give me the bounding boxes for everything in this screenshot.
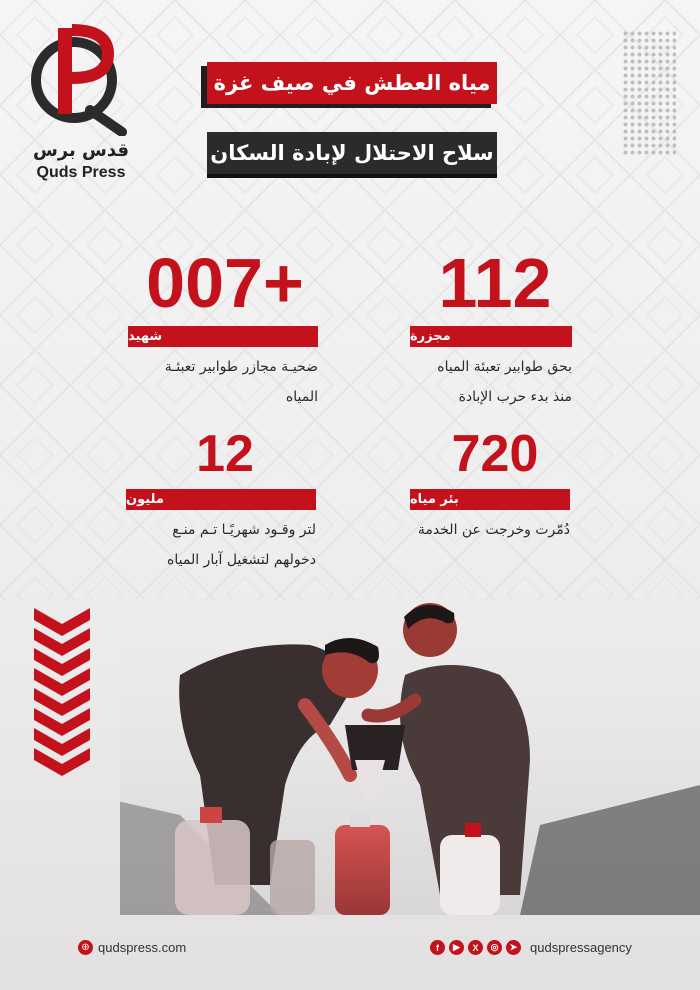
social-links — [430, 940, 632, 955]
stat-martyrs-number-text: +700 — [146, 244, 304, 322]
title-line-2: سلاح الاحتلال لإبادة السكان — [210, 141, 494, 165]
brand-logo — [22, 24, 130, 181]
quds-press-logo-icon — [30, 24, 130, 136]
stat-martyrs-desc-2: المياه — [285, 389, 318, 405]
brand-name-arabic: قدس برس — [32, 140, 130, 161]
stat-fuel-number: 12 — [196, 425, 254, 483]
instagram-icon[interactable]: ◎ — [487, 940, 502, 955]
brand-name-english: Quds Press — [36, 164, 126, 181]
social-handle[interactable]: qudspressagency — [530, 940, 632, 955]
stat-massacres-desc-2: منذ بدء حرب الإبادة — [458, 389, 572, 405]
title-banner-primary — [207, 62, 497, 104]
youtube-icon[interactable]: ▶ — [449, 940, 464, 955]
globe-icon: ⊕ — [78, 940, 93, 955]
website-text: qudspress.com — [98, 940, 187, 955]
footer — [0, 930, 700, 980]
stat-wells-label: بئر مياه — [410, 489, 570, 510]
decorative-dot-grid — [622, 30, 676, 156]
telegram-icon[interactable]: ➤ — [506, 940, 521, 955]
stat-martyrs-desc-1: ضحيـة مجازر طوابير تعبئـة — [164, 359, 318, 375]
stat-fuel-label: مليون — [126, 489, 316, 510]
water-collection-photo — [120, 585, 700, 915]
x-icon[interactable]: X — [468, 940, 483, 955]
title-line-1: مياه العطش في صيف غزة — [213, 71, 491, 95]
stat-massacres-desc-1: بحق طوابير تعبئة المياه — [437, 359, 572, 375]
stat-fuel-desc-2: دخولهم لتشغيل آبار المياه — [167, 552, 316, 568]
website-link[interactable] — [78, 940, 186, 955]
title-banner-secondary — [207, 132, 497, 174]
stat-martyrs-number — [130, 243, 320, 323]
stat-massacres-label: مجزرة — [410, 326, 572, 347]
stat-fuel-desc-1: لتر وقـود شهريًـا تـم منـع — [172, 522, 316, 538]
chevron-down-stack-icon — [34, 608, 90, 780]
stat-wells-number: 720 — [451, 425, 539, 483]
facebook-icon[interactable]: f — [430, 940, 445, 955]
stat-wells-desc-1: دُمّرت وخرجت عن الخدمة — [417, 522, 570, 538]
stat-massacres-number: 112 — [438, 244, 552, 322]
stat-martyrs-label: شهيد — [128, 326, 318, 347]
